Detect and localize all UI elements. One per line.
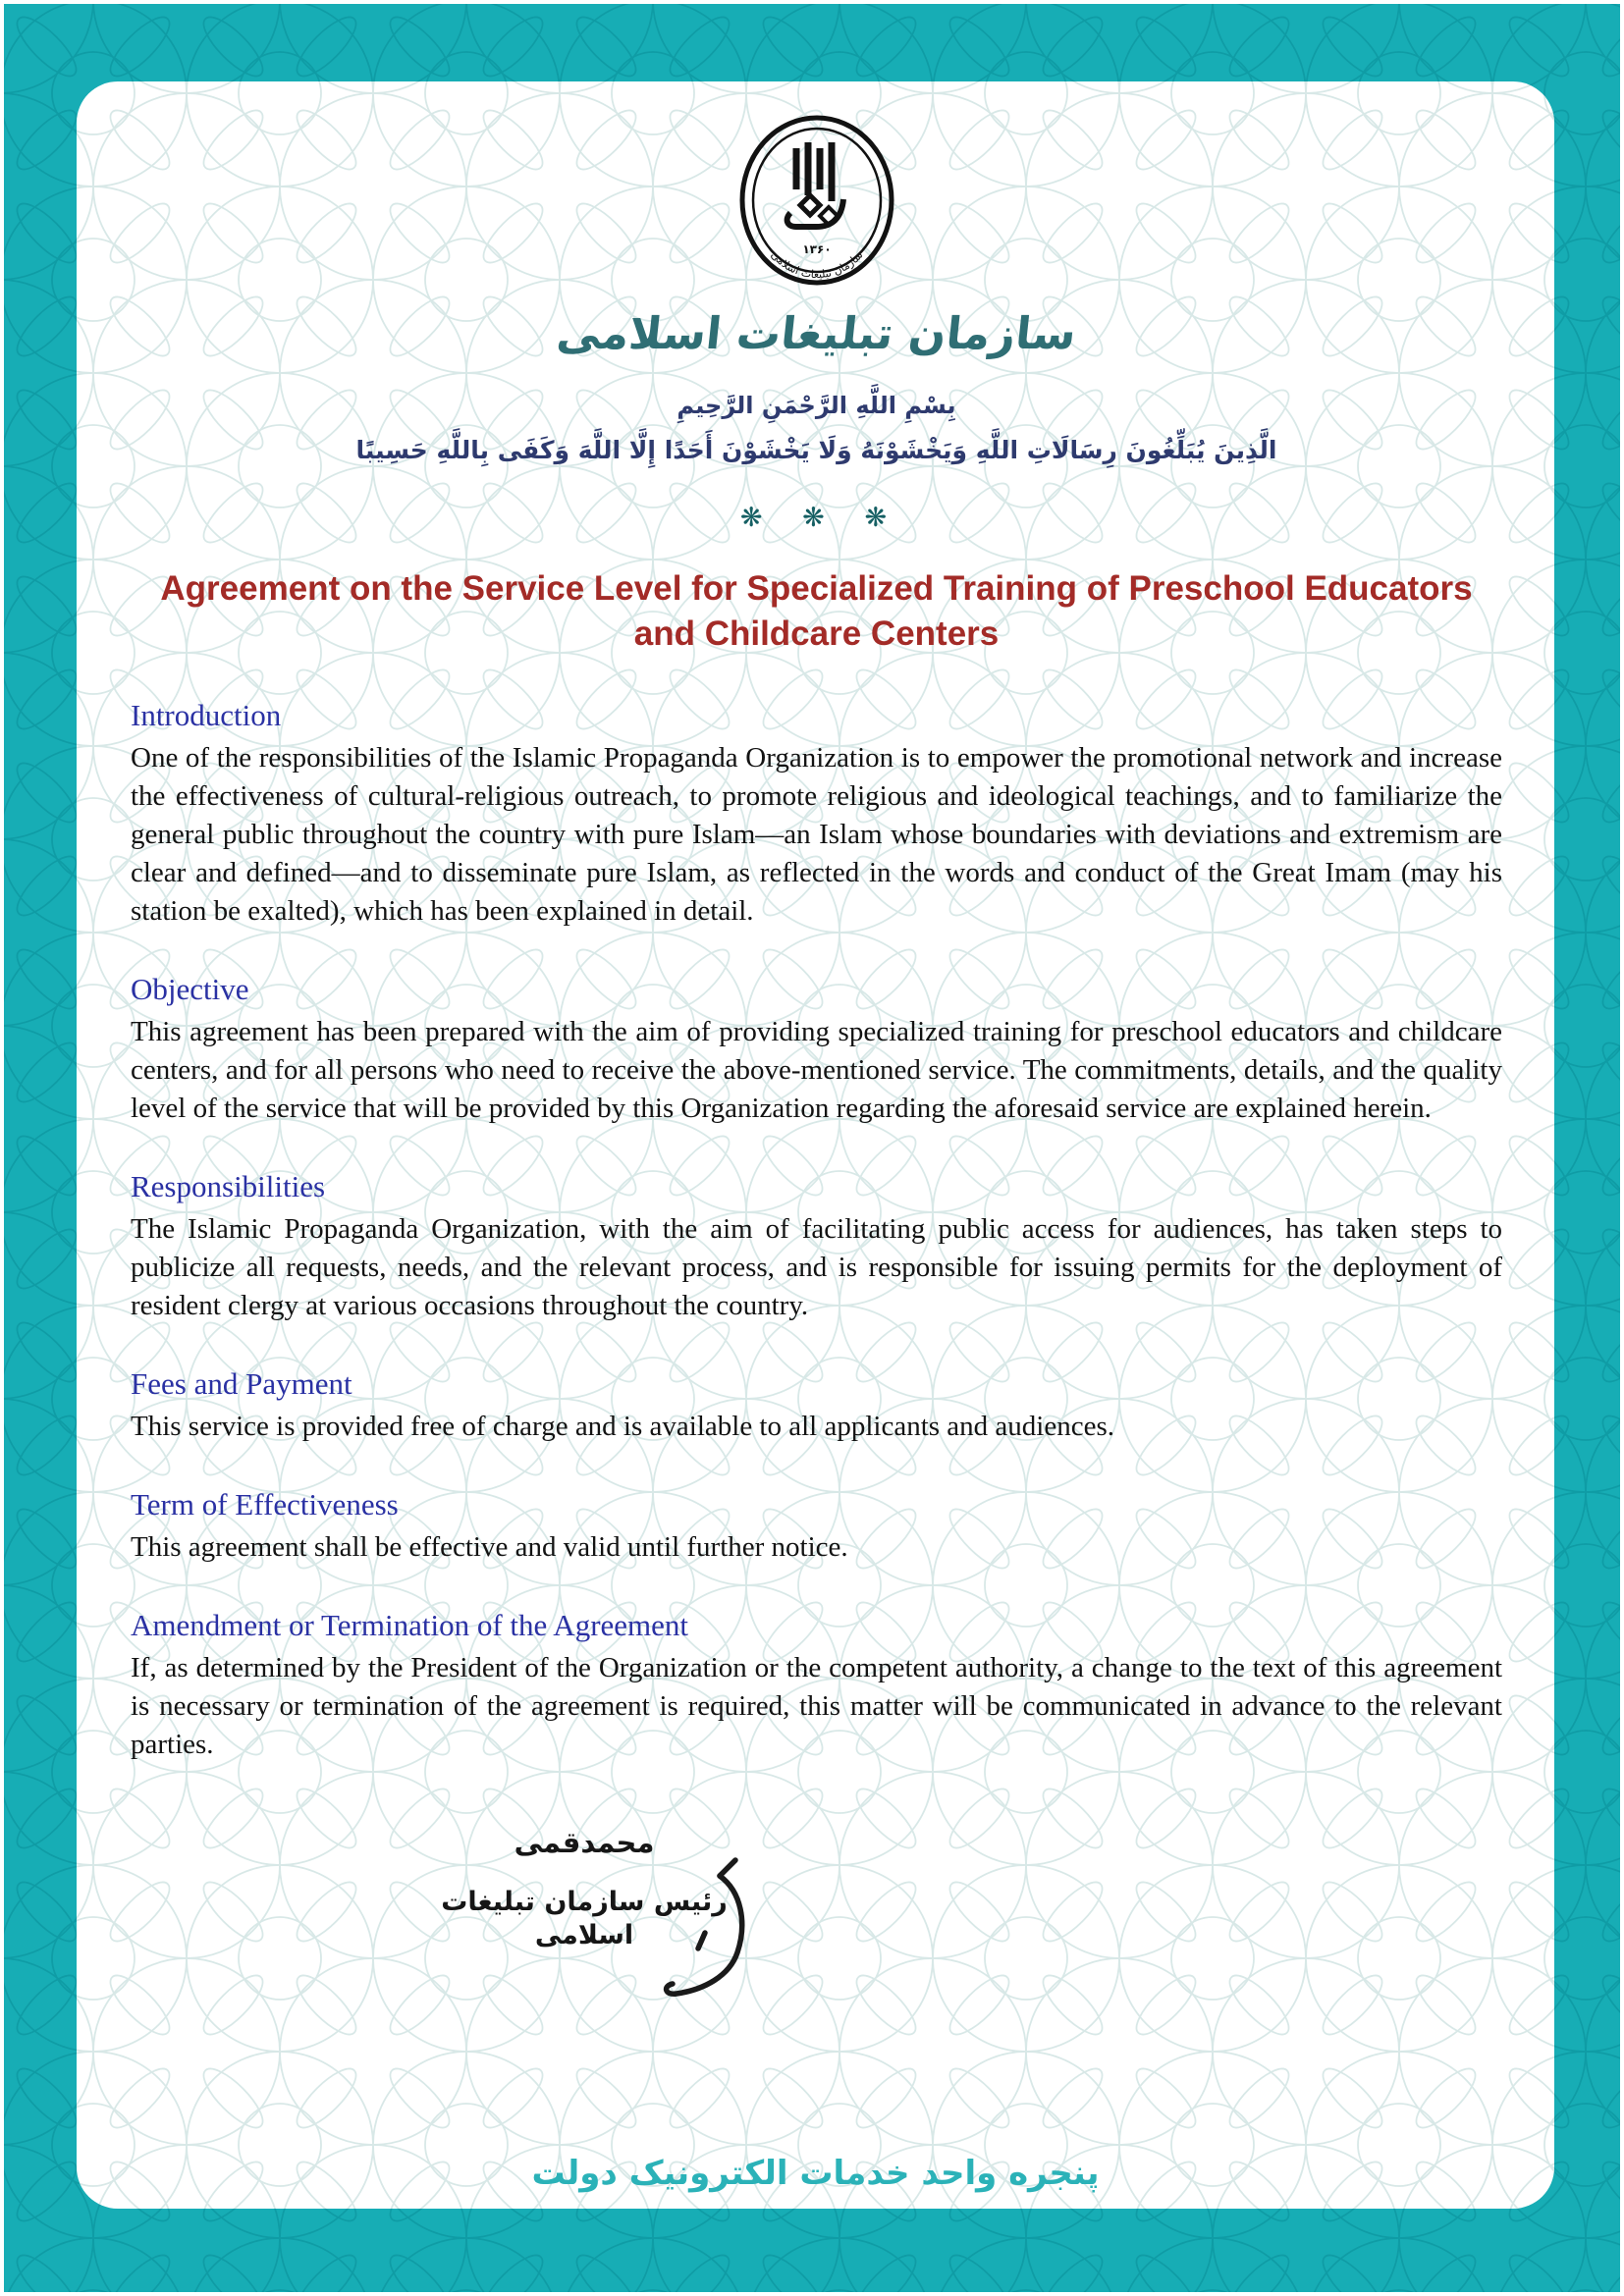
document-body <box>77 81 1554 2209</box>
organization-calligraphy: سازمان تبلیغات اسلامی <box>554 307 1079 359</box>
section-heading: Amendment or Termination of the Agreement <box>131 1608 689 1642</box>
signature-block <box>417 1825 751 1952</box>
organization-emblem-icon <box>733 103 900 304</box>
section-amendment-or-termination <box>131 1606 1502 1764</box>
section-heading: Fees and Payment <box>131 1366 352 1401</box>
handwritten-signature <box>641 1852 798 2019</box>
document-title-line2: and Childcare Centers <box>633 614 1000 653</box>
section-heading: Objective <box>131 972 249 1006</box>
quran-verse-text: الَّذِينَ يُبَلِّغُونَ رِسَالَاتِ اللَّهِ وَيَخْشَوْنَهُ وَلَا يَخْشَوْنَ أَحَدًا إِلَّا اللَّهَ وَكَفَى بِاللَّهِ حَسِيبًا <box>355 436 1277 464</box>
section-body: This agreement has been prepared with the aim of providing specialized training for preschool educators and childcare centers, and for all persons who need to receive the above-mentioned service. The commitments, details, and the quality level of the service that will be provided by this Organization regarding the aforesaid service are explained herein. <box>131 1016 1502 1124</box>
signatory-name: محمدقمی <box>514 1826 655 1859</box>
emblem-year: ۱۳۶۰ <box>801 242 832 256</box>
section-heading: Responsibilities <box>131 1169 326 1203</box>
kufic-allah-mark <box>786 142 842 227</box>
footer-egov-caption: پنجره واحد خدمات الکترونیک دولت <box>531 2154 1100 2193</box>
section-body: This service is provided free of charge and is available to all applicants and audiences. <box>131 1411 1115 1442</box>
section-body: This agreement shall be effective and valid until further notice. <box>131 1531 848 1563</box>
section-objective <box>131 970 1502 1128</box>
section-term-of-effectiveness <box>131 1485 1502 1567</box>
document-title-line1: Agreement on the Service Level for Specialized Training of Preschool Educators <box>160 569 1473 608</box>
section-body: One of the responsibilities of the Islamic Propaganda Organization is to empower the promotional network and increase the effectiveness of cultural-religious outreach, to promote religious and ideological teachings, and to familiarize the general public throughout the country with pure Islam—an Islam whose boundaries with deviations and extremism are clear and defined—and to disseminate pure Islam, as reflected in the words and conduct of the Great Imam (may his station be exalted), which has been explained in detail. <box>131 742 1502 927</box>
section-heading: Term of Effectiveness <box>131 1487 399 1522</box>
section-heading: Introduction <box>131 698 282 732</box>
bismillah-text: بِسْمِ اللَّهِ الرَّحْمَنِ الرَّحِيمِ <box>677 392 956 419</box>
section-body: If, as determined by the President of the Organization or the competent authority, a change to the text of this agreement is necessary or termination of the agreement is required, this matter will be communicated in advance to the relevant parties. <box>131 1652 1502 1760</box>
section-introduction <box>131 696 1502 931</box>
emblem-ring-text: سازمان تبلیغات اسلامی <box>768 248 865 282</box>
document-title <box>131 566 1502 657</box>
rosette-divider-icon: ❋ ❋ ❋ <box>739 503 893 532</box>
section-responsibilities <box>131 1167 1502 1325</box>
signatory-title: رئیس سازمان تبلیغات اسلامی <box>441 1887 728 1950</box>
section-body: The Islamic Propaganda Organization, with the aim of facilitating public access for audiences, has taken steps to publicize all requests, needs, and the relevant process, and is responsible for issuing permits for the deployment of resident clergy at various occasions throughout the country. <box>131 1213 1502 1321</box>
section-fees-and-payment <box>131 1364 1502 1446</box>
